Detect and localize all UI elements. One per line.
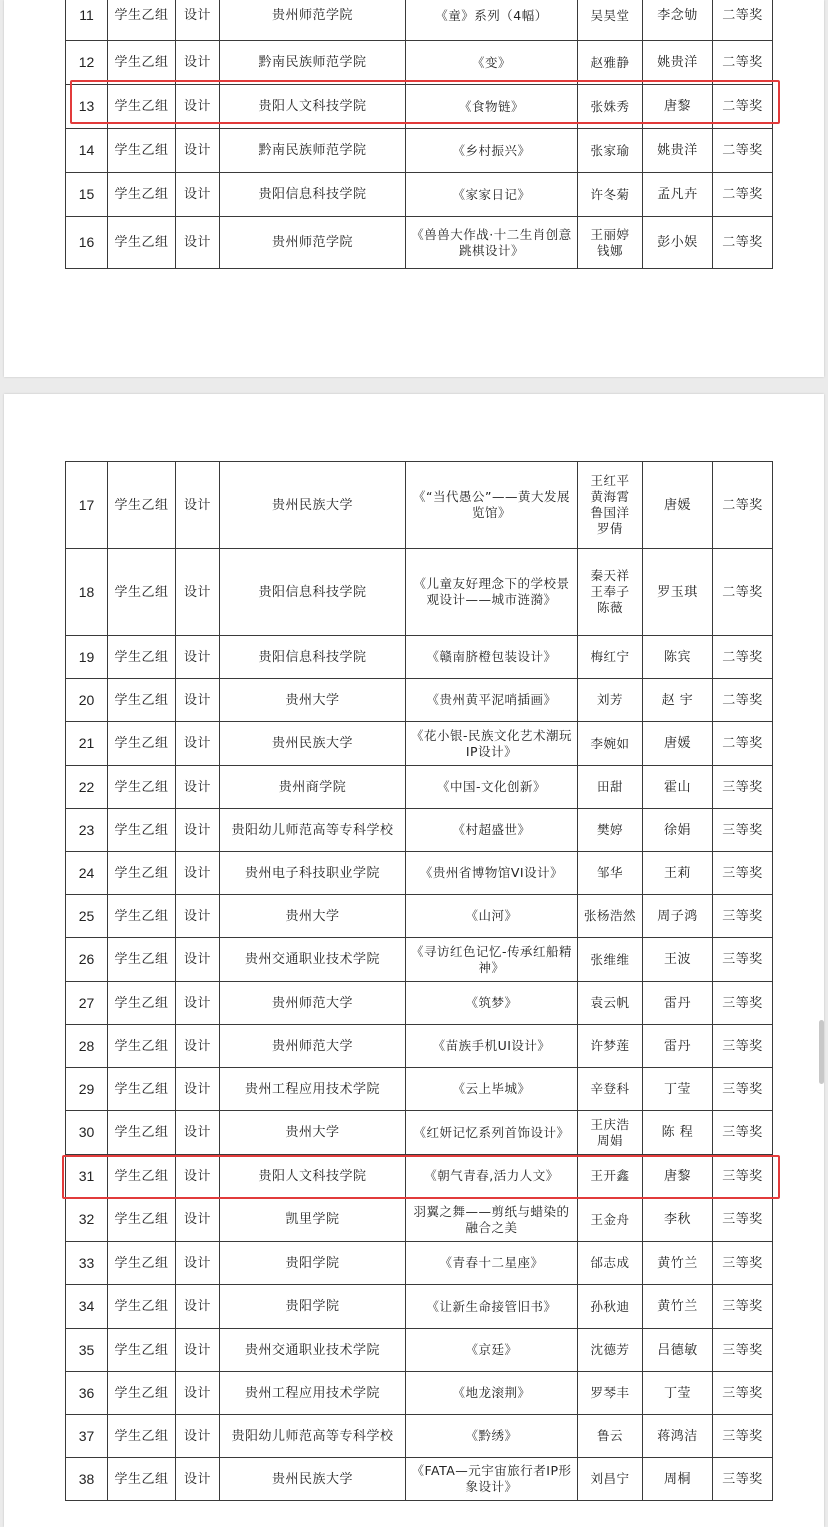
advisor-cell: 姚贵洋	[643, 129, 713, 173]
row-number: 22	[66, 766, 108, 809]
advisor-cell: 彭小娱	[643, 217, 713, 269]
row-number: 16	[66, 217, 108, 269]
work-title-cell: 《苗族手机UI设计》	[406, 1025, 578, 1068]
category-cell: 设计	[176, 1155, 220, 1198]
award-cell: 二等奖	[713, 636, 773, 679]
work-title-cell: 《食物链》	[406, 85, 578, 129]
document-page-top	[4, 0, 824, 377]
row-number: 29	[66, 1068, 108, 1111]
row-number: 20	[66, 679, 108, 722]
category-cell: 设计	[176, 173, 220, 217]
group-cell: 学生乙组	[108, 852, 176, 895]
work-title-cell: 《地龙滚荆》	[406, 1372, 578, 1415]
authors-cell: 李婉如	[578, 722, 643, 766]
award-cell: 三等奖	[713, 1458, 773, 1501]
award-cell: 三等奖	[713, 1155, 773, 1198]
award-cell: 二等奖	[713, 549, 773, 636]
advisor-cell: 徐娟	[643, 809, 713, 852]
school-cell: 贵州工程应用技术学院	[220, 1372, 406, 1415]
authors-cell: 张家瑜	[578, 129, 643, 173]
work-title-cell: 《红妍记忆系列首饰设计》	[406, 1111, 578, 1155]
group-cell: 学生乙组	[108, 1198, 176, 1242]
row-number: 36	[66, 1372, 108, 1415]
category-cell: 设计	[176, 679, 220, 722]
row-number: 33	[66, 1242, 108, 1285]
row-number: 17	[66, 462, 108, 549]
work-title-cell: 《“当代愚公”——黄大发展览馆》	[406, 462, 578, 549]
authors-cell: 罗琴丰	[578, 1372, 643, 1415]
school-cell: 贵州交通职业技术学院	[220, 938, 406, 982]
advisor-cell: 雷丹	[643, 1025, 713, 1068]
category-cell: 设计	[176, 85, 220, 129]
awards-table-top-body	[66, 0, 773, 269]
authors-cell: 鲁云	[578, 1415, 643, 1458]
school-cell: 贵州工程应用技术学院	[220, 1068, 406, 1111]
group-cell: 学生乙组	[108, 1285, 176, 1329]
school-cell: 贵州师范学院	[220, 217, 406, 269]
group-cell: 学生乙组	[108, 636, 176, 679]
category-cell: 设计	[176, 852, 220, 895]
group-cell: 学生乙组	[108, 1458, 176, 1501]
group-cell: 学生乙组	[108, 173, 176, 217]
school-cell: 贵州民族大学	[220, 1458, 406, 1501]
advisor-cell: 唐黎	[643, 85, 713, 129]
table-row	[66, 1372, 773, 1415]
table-row	[66, 766, 773, 809]
group-cell: 学生乙组	[108, 938, 176, 982]
work-title-cell: 《贵州省博物馆VI设计》	[406, 852, 578, 895]
category-cell: 设计	[176, 462, 220, 549]
table-row	[66, 982, 773, 1025]
work-title-cell: 《乡村振兴》	[406, 129, 578, 173]
row-number: 21	[66, 722, 108, 766]
work-title-cell: 《FATA—元宇宙旅行者IP形象设计》	[406, 1458, 578, 1501]
row-number: 15	[66, 173, 108, 217]
award-cell: 二等奖	[713, 85, 773, 129]
advisor-cell: 唐黎	[643, 1155, 713, 1198]
group-cell: 学生乙组	[108, 1025, 176, 1068]
authors-cell: 王丽婷 钱娜	[578, 217, 643, 269]
award-cell: 二等奖	[713, 0, 773, 41]
group-cell: 学生乙组	[108, 1242, 176, 1285]
authors-cell: 张姝秀	[578, 85, 643, 129]
scroll-indicator[interactable]	[819, 1020, 824, 1084]
school-cell: 贵阳信息科技学院	[220, 549, 406, 636]
work-title-cell: 《云上毕城》	[406, 1068, 578, 1111]
group-cell: 学生乙组	[108, 766, 176, 809]
authors-cell: 王金舟	[578, 1198, 643, 1242]
award-cell: 三等奖	[713, 895, 773, 938]
school-cell: 贵州大学	[220, 1111, 406, 1155]
school-cell: 贵州交通职业技术学院	[220, 1329, 406, 1372]
row-number: 38	[66, 1458, 108, 1501]
school-cell: 凯里学院	[220, 1198, 406, 1242]
table-row	[66, 1155, 773, 1198]
category-cell: 设计	[176, 1458, 220, 1501]
group-cell: 学生乙组	[108, 809, 176, 852]
row-number: 27	[66, 982, 108, 1025]
category-cell: 设计	[176, 1329, 220, 1372]
category-cell: 设计	[176, 1025, 220, 1068]
table-row	[66, 217, 773, 269]
award-cell: 二等奖	[713, 722, 773, 766]
table-row	[66, 1025, 773, 1068]
award-cell: 二等奖	[713, 173, 773, 217]
authors-cell: 王庆浩 周娟	[578, 1111, 643, 1155]
award-cell: 三等奖	[713, 1415, 773, 1458]
authors-cell: 张杨浩然	[578, 895, 643, 938]
award-cell: 二等奖	[713, 41, 773, 85]
advisor-cell: 周子鸿	[643, 895, 713, 938]
table-row	[66, 1415, 773, 1458]
work-title-cell: 《让新生命接管旧书》	[406, 1285, 578, 1329]
authors-cell: 沈德芳	[578, 1329, 643, 1372]
advisor-cell: 罗玉琪	[643, 549, 713, 636]
work-title-cell: 羽翼之舞——剪纸与蜡染的融合之美	[406, 1198, 578, 1242]
row-number: 13	[66, 85, 108, 129]
row-number: 18	[66, 549, 108, 636]
group-cell: 学生乙组	[108, 1068, 176, 1111]
award-cell: 三等奖	[713, 1068, 773, 1111]
row-number: 19	[66, 636, 108, 679]
table-row	[66, 1068, 773, 1111]
award-cell: 二等奖	[713, 679, 773, 722]
authors-cell: 辛登科	[578, 1068, 643, 1111]
advisor-cell: 陈 程	[643, 1111, 713, 1155]
authors-cell: 樊婷	[578, 809, 643, 852]
school-cell: 黔南民族师范学院	[220, 41, 406, 85]
table-row	[66, 129, 773, 173]
group-cell: 学生乙组	[108, 41, 176, 85]
row-number: 30	[66, 1111, 108, 1155]
work-title-cell: 《朝气青春,活力人文》	[406, 1155, 578, 1198]
table-row	[66, 549, 773, 636]
table-row	[66, 1198, 773, 1242]
work-title-cell: 《筑梦》	[406, 982, 578, 1025]
group-cell: 学生乙组	[108, 129, 176, 173]
authors-cell: 吴昊堂	[578, 0, 643, 41]
award-cell: 三等奖	[713, 1025, 773, 1068]
awards-table-bottom	[65, 461, 773, 1501]
authors-cell: 王红平 黄海霄 鲁国洋 罗倩	[578, 462, 643, 549]
authors-cell: 梅红宁	[578, 636, 643, 679]
row-number: 23	[66, 809, 108, 852]
table-row	[66, 0, 773, 41]
category-cell: 设计	[176, 1198, 220, 1242]
advisor-cell: 周桐	[643, 1458, 713, 1501]
table-row	[66, 1285, 773, 1329]
work-title-cell: 《家家日记》	[406, 173, 578, 217]
category-cell: 设计	[176, 1415, 220, 1458]
work-title-cell: 《黔绣》	[406, 1415, 578, 1458]
authors-cell: 刘昌宁	[578, 1458, 643, 1501]
authors-cell: 秦天祥 王奉子 陈薇	[578, 549, 643, 636]
group-cell: 学生乙组	[108, 549, 176, 636]
table-row	[66, 41, 773, 85]
authors-cell: 田甜	[578, 766, 643, 809]
work-title-cell: 《贵州黄平泥哨插画》	[406, 679, 578, 722]
advisor-cell: 唐媛	[643, 462, 713, 549]
row-number: 11	[66, 0, 108, 41]
table-row	[66, 679, 773, 722]
school-cell: 贵阳幼儿师范高等专科学校	[220, 1415, 406, 1458]
award-cell: 三等奖	[713, 766, 773, 809]
work-title-cell: 《花小银-民族文化艺术潮玩IP设计》	[406, 722, 578, 766]
school-cell: 贵阳人文科技学院	[220, 1155, 406, 1198]
school-cell: 贵州大学	[220, 895, 406, 938]
award-cell: 三等奖	[713, 1111, 773, 1155]
authors-cell: 刘芳	[578, 679, 643, 722]
category-cell: 设计	[176, 938, 220, 982]
school-cell: 贵州师范大学	[220, 1025, 406, 1068]
row-number: 31	[66, 1155, 108, 1198]
work-title-cell: 《兽兽大作战·十二生肖创意跳棋设计》	[406, 217, 578, 269]
advisor-cell: 蒋鸿洁	[643, 1415, 713, 1458]
category-cell: 设计	[176, 1285, 220, 1329]
school-cell: 贵阳信息科技学院	[220, 636, 406, 679]
work-title-cell: 《赣南脐橙包装设计》	[406, 636, 578, 679]
award-cell: 三等奖	[713, 809, 773, 852]
authors-cell: 张维维	[578, 938, 643, 982]
work-title-cell: 《儿童友好理念下的学校景观设计——城市涟漪》	[406, 549, 578, 636]
advisor-cell: 唐媛	[643, 722, 713, 766]
group-cell: 学生乙组	[108, 85, 176, 129]
award-cell: 三等奖	[713, 1372, 773, 1415]
group-cell: 学生乙组	[108, 679, 176, 722]
authors-cell: 许冬菊	[578, 173, 643, 217]
award-cell: 二等奖	[713, 217, 773, 269]
category-cell: 设计	[176, 1111, 220, 1155]
row-number: 28	[66, 1025, 108, 1068]
category-cell: 设计	[176, 982, 220, 1025]
award-cell: 三等奖	[713, 852, 773, 895]
advisor-cell: 吕德敏	[643, 1329, 713, 1372]
work-title-cell: 《寻访红色记忆-传承红船精神》	[406, 938, 578, 982]
award-cell: 三等奖	[713, 1285, 773, 1329]
school-cell: 黔南民族师范学院	[220, 129, 406, 173]
table-row	[66, 636, 773, 679]
work-title-cell: 《京廷》	[406, 1329, 578, 1372]
row-number: 32	[66, 1198, 108, 1242]
work-title-cell: 《村超盛世》	[406, 809, 578, 852]
advisor-cell: 王莉	[643, 852, 713, 895]
school-cell: 贵阳学院	[220, 1242, 406, 1285]
school-cell: 贵州商学院	[220, 766, 406, 809]
school-cell: 贵阳学院	[220, 1285, 406, 1329]
advisor-cell: 孟凡卉	[643, 173, 713, 217]
category-cell: 设计	[176, 895, 220, 938]
advisor-cell: 霍山	[643, 766, 713, 809]
advisor-cell: 李秋	[643, 1198, 713, 1242]
authors-cell: 孙秋迪	[578, 1285, 643, 1329]
category-cell: 设计	[176, 766, 220, 809]
work-title-cell: 《童》系列（4幅）	[406, 0, 578, 41]
category-cell: 设计	[176, 1068, 220, 1111]
table-row	[66, 1458, 773, 1501]
group-cell: 学生乙组	[108, 0, 176, 41]
advisor-cell: 李念劬	[643, 0, 713, 41]
school-cell: 贵阳信息科技学院	[220, 173, 406, 217]
advisor-cell: 丁莹	[643, 1068, 713, 1111]
award-cell: 二等奖	[713, 462, 773, 549]
table-row	[66, 1329, 773, 1372]
advisor-cell: 姚贵洋	[643, 41, 713, 85]
group-cell: 学生乙组	[108, 722, 176, 766]
award-cell: 三等奖	[713, 1198, 773, 1242]
advisor-cell: 王波	[643, 938, 713, 982]
group-cell: 学生乙组	[108, 1372, 176, 1415]
row-number: 34	[66, 1285, 108, 1329]
category-cell: 设计	[176, 549, 220, 636]
advisor-cell: 黄竹兰	[643, 1285, 713, 1329]
authors-cell: 赵雅静	[578, 41, 643, 85]
category-cell: 设计	[176, 0, 220, 41]
group-cell: 学生乙组	[108, 1111, 176, 1155]
advisor-cell: 陈宾	[643, 636, 713, 679]
awards-table-bottom-body	[66, 462, 773, 1501]
category-cell: 设计	[176, 722, 220, 766]
awards-table-top	[65, 0, 773, 269]
award-cell: 二等奖	[713, 129, 773, 173]
advisor-cell: 丁莹	[643, 1372, 713, 1415]
category-cell: 设计	[176, 41, 220, 85]
work-title-cell: 《山河》	[406, 895, 578, 938]
authors-cell: 邰志成	[578, 1242, 643, 1285]
category-cell: 设计	[176, 809, 220, 852]
group-cell: 学生乙组	[108, 1415, 176, 1458]
authors-cell: 王开鑫	[578, 1155, 643, 1198]
advisor-cell: 雷丹	[643, 982, 713, 1025]
row-number: 24	[66, 852, 108, 895]
group-cell: 学生乙组	[108, 1155, 176, 1198]
work-title-cell: 《变》	[406, 41, 578, 85]
school-cell: 贵阳幼儿师范高等专科学校	[220, 809, 406, 852]
document-page-bottom	[4, 394, 824, 1527]
row-number: 26	[66, 938, 108, 982]
table-row	[66, 852, 773, 895]
row-number: 25	[66, 895, 108, 938]
row-number: 12	[66, 41, 108, 85]
table-row	[66, 1242, 773, 1285]
school-cell: 贵州电子科技职业学院	[220, 852, 406, 895]
work-title-cell: 《青春十二星座》	[406, 1242, 578, 1285]
school-cell: 贵州民族大学	[220, 722, 406, 766]
award-cell: 三等奖	[713, 982, 773, 1025]
category-cell: 设计	[176, 129, 220, 173]
row-number: 37	[66, 1415, 108, 1458]
row-number: 14	[66, 129, 108, 173]
school-cell: 贵州师范学院	[220, 0, 406, 41]
group-cell: 学生乙组	[108, 462, 176, 549]
table-row	[66, 722, 773, 766]
table-row	[66, 173, 773, 217]
group-cell: 学生乙组	[108, 1329, 176, 1372]
advisor-cell: 黄竹兰	[643, 1242, 713, 1285]
table-row	[66, 809, 773, 852]
category-cell: 设计	[176, 1242, 220, 1285]
category-cell: 设计	[176, 1372, 220, 1415]
table-row	[66, 1111, 773, 1155]
category-cell: 设计	[176, 636, 220, 679]
table-row	[66, 895, 773, 938]
school-cell: 贵州师范大学	[220, 982, 406, 1025]
authors-cell: 邹华	[578, 852, 643, 895]
award-cell: 三等奖	[713, 938, 773, 982]
group-cell: 学生乙组	[108, 217, 176, 269]
advisor-cell: 赵 宇	[643, 679, 713, 722]
group-cell: 学生乙组	[108, 982, 176, 1025]
category-cell: 设计	[176, 217, 220, 269]
work-title-cell: 《中国-文化创新》	[406, 766, 578, 809]
award-cell: 三等奖	[713, 1242, 773, 1285]
award-cell: 三等奖	[713, 1329, 773, 1372]
table-row	[66, 938, 773, 982]
school-cell: 贵州大学	[220, 679, 406, 722]
table-row	[66, 462, 773, 549]
group-cell: 学生乙组	[108, 895, 176, 938]
authors-cell: 袁云帆	[578, 982, 643, 1025]
table-row	[66, 85, 773, 129]
row-number: 35	[66, 1329, 108, 1372]
authors-cell: 许梦莲	[578, 1025, 643, 1068]
school-cell: 贵阳人文科技学院	[220, 85, 406, 129]
school-cell: 贵州民族大学	[220, 462, 406, 549]
